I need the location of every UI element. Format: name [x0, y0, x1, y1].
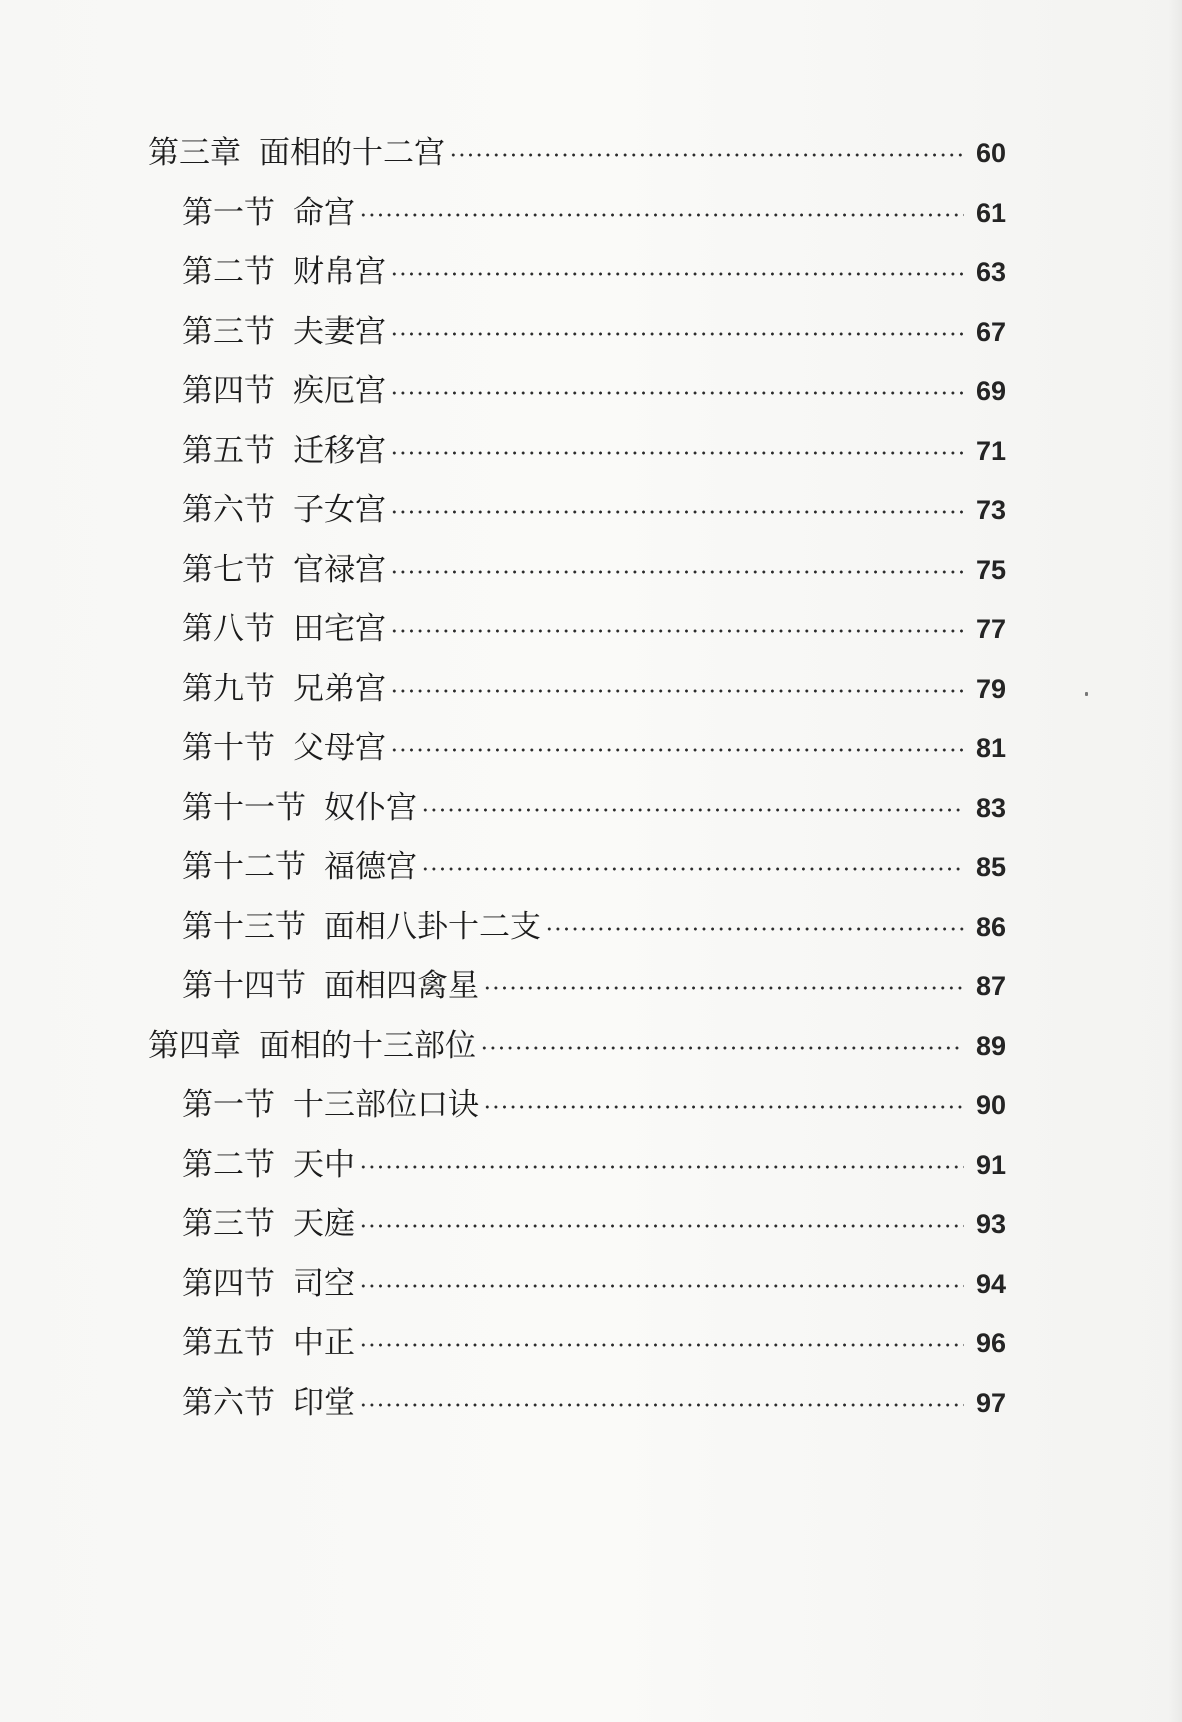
toc-label	[182, 1080, 481, 1130]
toc-entry-number: 第三章	[148, 135, 241, 171]
toc-chapter-entry	[148, 128, 1006, 178]
toc-entry-number: 第九节	[182, 670, 275, 707]
toc-section-entry	[182, 1318, 1006, 1368]
toc-entry-title: 官禄宫	[293, 551, 386, 588]
toc-entry-number: 第十二节	[182, 849, 306, 885]
toc-entry-title: 夫妻宫	[293, 313, 386, 350]
toc-label	[182, 783, 419, 833]
toc-entry-number: 第五节	[182, 1325, 275, 1361]
toc-label	[182, 1259, 357, 1309]
toc-entry-number: 第五节	[182, 432, 275, 469]
toc-entry-number: 第六节	[182, 1384, 275, 1421]
toc-dot-leader	[390, 509, 964, 515]
toc-label	[182, 842, 419, 892]
toc-label	[182, 1199, 357, 1249]
toc-section-entry	[182, 366, 1006, 416]
toc-entry-title: 司空	[293, 1265, 355, 1302]
toc-section-entry	[182, 1199, 1006, 1249]
toc-page-number: 90	[975, 1090, 1006, 1120]
toc-entry-title: 子女宫	[293, 492, 386, 528]
toc-chapter-entry	[148, 1021, 1006, 1071]
toc-entry-title: 天庭	[293, 1206, 355, 1242]
toc-page-number: 81	[975, 733, 1006, 763]
toc-entry-title: 中正	[293, 1325, 355, 1361]
toc-entry-number: 第三节	[182, 313, 275, 350]
toc-section-entry	[182, 723, 1006, 773]
toc-entry-title: 命宫	[293, 194, 355, 231]
toc-dot-leader	[390, 688, 964, 694]
toc-entry-number: 第十三节	[182, 908, 306, 945]
toc-section-entry	[182, 485, 1006, 535]
toc-page-number: 67	[975, 316, 1006, 347]
toc-page-number: 89	[975, 1030, 1006, 1061]
toc-entry-number: 第十一节	[182, 789, 306, 826]
toc-page-number: 87	[975, 971, 1006, 1001]
toc-entry-title: 奴仆宫	[324, 789, 417, 826]
toc-entry-title: 印堂	[293, 1384, 355, 1421]
toc-entry-title: 福德宫	[324, 849, 417, 885]
toc-page-number: 91	[975, 1149, 1006, 1180]
toc-page-number: 79	[975, 673, 1006, 704]
toc-section-entry	[182, 307, 1006, 357]
toc-page-number: 96	[975, 1328, 1006, 1358]
page-edge-shadow	[1168, 0, 1182, 1722]
toc-dot-leader	[390, 569, 964, 575]
toc-entry-title: 财帛宫	[293, 254, 386, 290]
toc-section-entry	[182, 902, 1006, 952]
toc-label	[182, 902, 543, 952]
toc-section-entry	[182, 842, 1006, 892]
toc-dot-leader	[421, 866, 964, 872]
toc-label	[182, 426, 388, 476]
toc-entry-number: 第七节	[182, 551, 275, 588]
toc-section-entry	[182, 604, 1006, 654]
toc-dot-leader	[390, 450, 964, 456]
toc-page-number: 83	[975, 792, 1006, 823]
toc-entry-title: 面相四禽星	[324, 968, 479, 1004]
toc-page-number: 63	[975, 257, 1006, 287]
toc-dot-leader	[390, 747, 964, 753]
toc-dot-leader	[390, 390, 964, 396]
toc-dot-leader	[359, 1342, 964, 1348]
toc-section-entry	[182, 426, 1006, 476]
toc-entry-number: 第二节	[182, 254, 275, 290]
toc-dot-leader	[359, 1164, 964, 1170]
toc-label	[182, 247, 388, 297]
toc-dot-leader	[449, 152, 964, 158]
toc-label	[182, 604, 388, 654]
toc-dot-leader	[421, 807, 964, 813]
toc-dot-leader	[359, 1223, 964, 1229]
toc-page-number: 71	[975, 435, 1006, 466]
toc-label	[182, 664, 388, 714]
toc-entry-number: 第三节	[182, 1206, 275, 1242]
toc-entry-title: 面相的十三部位	[259, 1027, 476, 1064]
toc-label	[182, 1140, 357, 1190]
toc-entry-number: 第二节	[182, 1146, 275, 1183]
toc-label	[182, 366, 388, 416]
toc-page-number: 75	[975, 554, 1006, 585]
toc-label	[182, 1318, 357, 1368]
toc-label	[182, 961, 481, 1011]
toc-entry-number: 第十节	[182, 730, 275, 766]
toc-page-number: 94	[975, 1268, 1006, 1299]
toc-dot-leader	[390, 271, 964, 277]
toc-entry-title: 迁移宫	[293, 432, 386, 469]
toc-entry-number: 第四节	[182, 373, 275, 409]
toc-label	[182, 545, 388, 595]
toc-label	[148, 1021, 478, 1071]
toc-section-entry	[182, 1140, 1006, 1190]
toc-entry-title: 田宅宫	[293, 611, 386, 647]
toc-page-number: 60	[975, 138, 1006, 168]
toc-section-entry	[182, 545, 1006, 595]
toc-label	[182, 485, 388, 535]
toc-entry-title: 面相的十二宫	[259, 135, 445, 171]
toc-dot-leader	[359, 1402, 964, 1408]
toc-page-number: 61	[975, 197, 1006, 228]
toc-dot-leader	[390, 628, 964, 634]
toc-entry-number: 第六节	[182, 492, 275, 528]
toc-page-number: 93	[975, 1209, 1006, 1239]
toc-section-entry	[182, 961, 1006, 1011]
toc-page-number: 69	[975, 376, 1006, 406]
toc-entry-number: 第十四节	[182, 968, 306, 1004]
toc-dot-leader	[390, 331, 964, 337]
toc-dot-leader	[359, 212, 964, 218]
toc-section-entry	[182, 247, 1006, 297]
scan-speck	[1085, 692, 1088, 696]
toc-label	[148, 128, 447, 178]
toc-dot-leader	[480, 1045, 964, 1051]
toc-entry-number: 第一节	[182, 194, 275, 231]
toc-section-entry	[182, 783, 1006, 833]
toc-page-number: 77	[975, 614, 1006, 644]
toc-entry-title: 疾厄宫	[293, 373, 386, 409]
toc-page-number: 85	[975, 852, 1006, 882]
toc-entry-title: 父母宫	[293, 730, 386, 766]
toc-dot-leader	[545, 926, 964, 932]
toc-entry-number: 第八节	[182, 611, 275, 647]
toc-dot-leader	[359, 1283, 964, 1289]
toc-section-entry	[182, 1378, 1006, 1428]
toc-label	[182, 188, 357, 238]
toc-entry-title: 面相八卦十二支	[324, 908, 541, 945]
toc-entry-number: 第一节	[182, 1087, 275, 1123]
toc-dot-leader	[483, 1104, 964, 1110]
toc-dot-leader	[483, 985, 964, 991]
toc-label	[182, 723, 388, 773]
toc-page-number: 73	[975, 495, 1006, 525]
toc-entry-title: 十三部位口诀	[293, 1087, 479, 1123]
toc-entry-title: 兄弟宫	[293, 670, 386, 707]
toc-section-entry	[182, 1259, 1006, 1309]
toc-page-number: 86	[975, 911, 1006, 942]
toc-entry-number: 第四节	[182, 1265, 275, 1302]
toc-section-entry	[182, 1080, 1006, 1130]
toc-label	[182, 307, 388, 357]
toc-section-entry	[182, 664, 1006, 714]
toc-section-entry	[182, 188, 1006, 238]
toc-entry-title: 天中	[293, 1146, 355, 1183]
toc-label	[182, 1378, 357, 1428]
toc-entry-number: 第四章	[148, 1027, 241, 1064]
toc-page-number: 97	[975, 1387, 1006, 1418]
